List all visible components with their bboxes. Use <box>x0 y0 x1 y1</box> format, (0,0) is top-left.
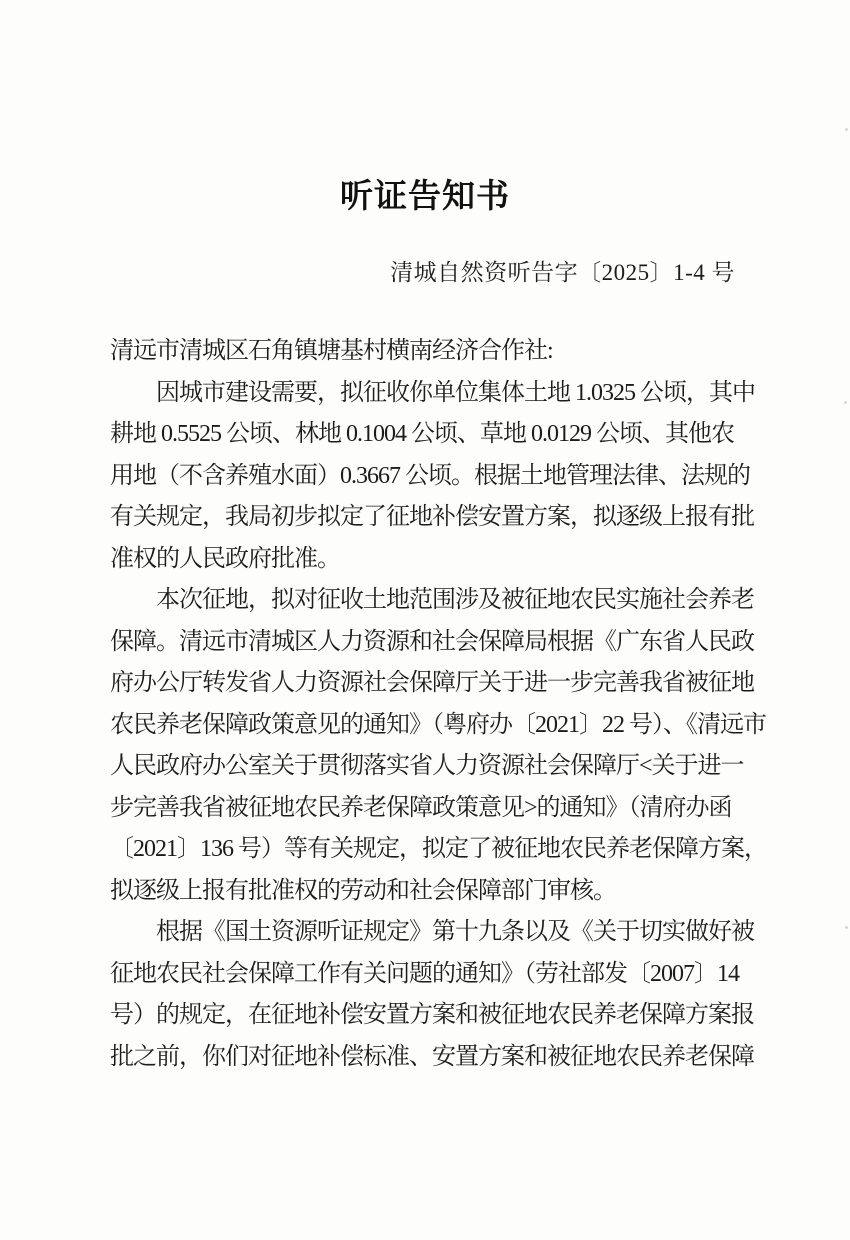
body-line: 步完善我省被征地农民养老保障政策意见>的通知》（清府办函 <box>110 794 732 821</box>
body-line: 有关规定，我局初步拟定了征地补偿安置方案，拟逐级上报有批 <box>110 504 754 530</box>
scan-speckle <box>844 401 847 404</box>
scan-speckle <box>845 926 848 929</box>
body-line: 府办公厅转发省人力资源社会保障厅关于进一步完善我省被征地 <box>110 670 754 696</box>
body-line-salutation: 清远市清城区石角镇塘基村横南经济合作社: <box>110 338 553 364</box>
body-line: 准权的人民政府批准。 <box>110 545 340 572</box>
body-line: 征地农民社会保障工作有关问题的通知》（劳社部发〔2007〕14 <box>110 960 739 987</box>
body-line: 用地（不含养殖水面）0.3667 公顷。根据土地管理法律、法规的 <box>110 462 750 489</box>
body-line: 号）的规定，在征地补偿安置方案和被征地农民养老保障方案报 <box>110 1002 754 1028</box>
document-number: 清城自然资听告字〔2025〕1-4 号 <box>390 260 735 285</box>
document-body <box>110 331 770 1078</box>
document-title-text: 听证告知书 <box>340 179 510 215</box>
body-line: 批之前，你们对征地补偿标准、安置方案和被征地农民养老保障 <box>110 1043 754 1070</box>
body-line: 拟逐级上报有批准权的劳动和社会保障部门审核。 <box>110 877 616 904</box>
body-line: 本次征地，拟对征收土地范围涉及被征地农民实施社会养老 <box>156 587 754 613</box>
body-line: 因城市建设需要，拟征收你单位集体土地 1.0325 公顷，其中 <box>156 379 755 406</box>
body-line: 农民养老保障政策意见的通知》（粤府办〔2021〕22 号）、《清远市 <box>110 711 766 738</box>
body-line: 人民政府办公室关于贯彻落实省人力资源社会保障厅<关于进一 <box>110 753 744 779</box>
document-title <box>0 170 850 217</box>
scan-speckle <box>845 128 848 131</box>
body-line: 根据《国土资源听证规定》第十九条以及《关于切实做好被 <box>156 919 754 945</box>
body-line: 耕地 0.5525 公顷、林地 0.1004 公顷、草地 0.0129 公顷、其他农 <box>110 421 734 447</box>
body-line: 〔2021〕136 号）等有关规定，拟定了被征地农民养老保障方案， <box>110 836 767 862</box>
body-line: 保障。清远市清城区人力资源和社会保障局根据《广东省人民政 <box>110 628 754 655</box>
